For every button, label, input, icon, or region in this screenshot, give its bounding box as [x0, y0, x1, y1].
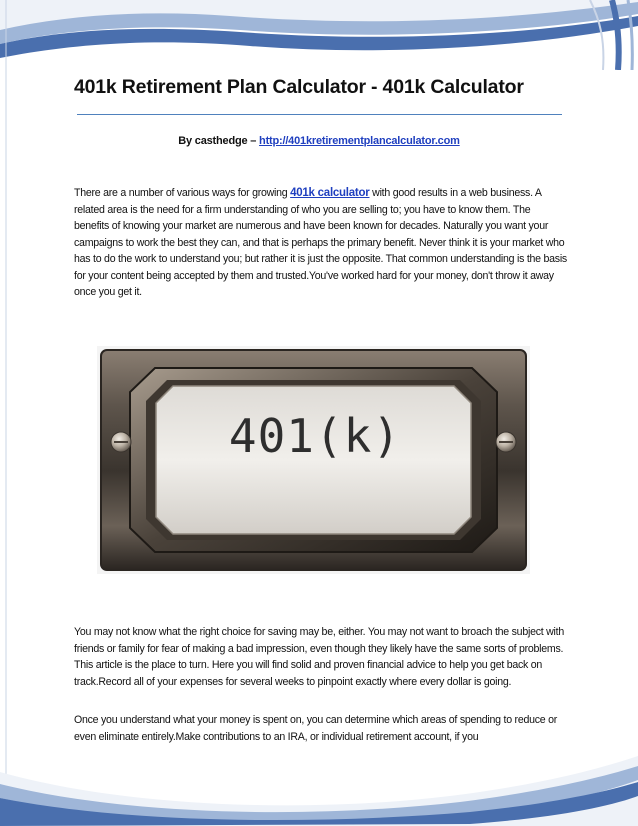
top-wave-decoration: [0, 0, 638, 70]
left-border-line: [0, 0, 10, 826]
byline: [74, 135, 564, 147]
paragraph-third: Once you understand what your money is spent on, you can determine which areas of spending to reduce or even eliminate entirely.Make contributions to an IRA, or individual retirement account, if you: [74, 714, 558, 743]
paragraph-intro: [74, 185, 568, 301]
drawer-label-text: 401(k): [228, 409, 402, 463]
title-underline: [77, 114, 562, 115]
byline-author: By casthedge –: [178, 135, 260, 147]
bottom-wave-decoration: [0, 736, 638, 826]
paragraph-intro-start: There are a number of various ways for growing: [74, 187, 291, 199]
byline-link[interactable]: http://401kretirementplancalculator.com: [259, 135, 460, 147]
paragraph-second: You may not know what the right choice for saving may be, either. You may not want to broach the subject with friends or family for fear of making a bad impression, even though they likely have the same sorts of problems. This article is the place to turn. Here you will find solid and proven financial advice to help you get back on track.Record all of your expenses for several weeks to pinpoint exactly where every dollar is going.: [74, 626, 564, 688]
page-title: 401k Retirement Plan Calculator - 401k Calculator: [74, 76, 524, 98]
paragraph-intro-rest: with good results in a web business. A related area is the need for a firm understanding of who you are selling to; you have to know them. The benefits of knowing your market are numerous and have been known for decades. Naturally you want your campaigns to work the best they can, and that is perhaps the primary benefit. Never think it is your market who has to do the work to understand you; but rather it is just the opposite. That common understanding is the basis for your content being accepted by them and trusted.You've worked hard for your money, don't throw it away once you get it.: [74, 187, 567, 298]
inline-link-401k-calculator[interactable]: 401k calculator: [290, 187, 370, 199]
